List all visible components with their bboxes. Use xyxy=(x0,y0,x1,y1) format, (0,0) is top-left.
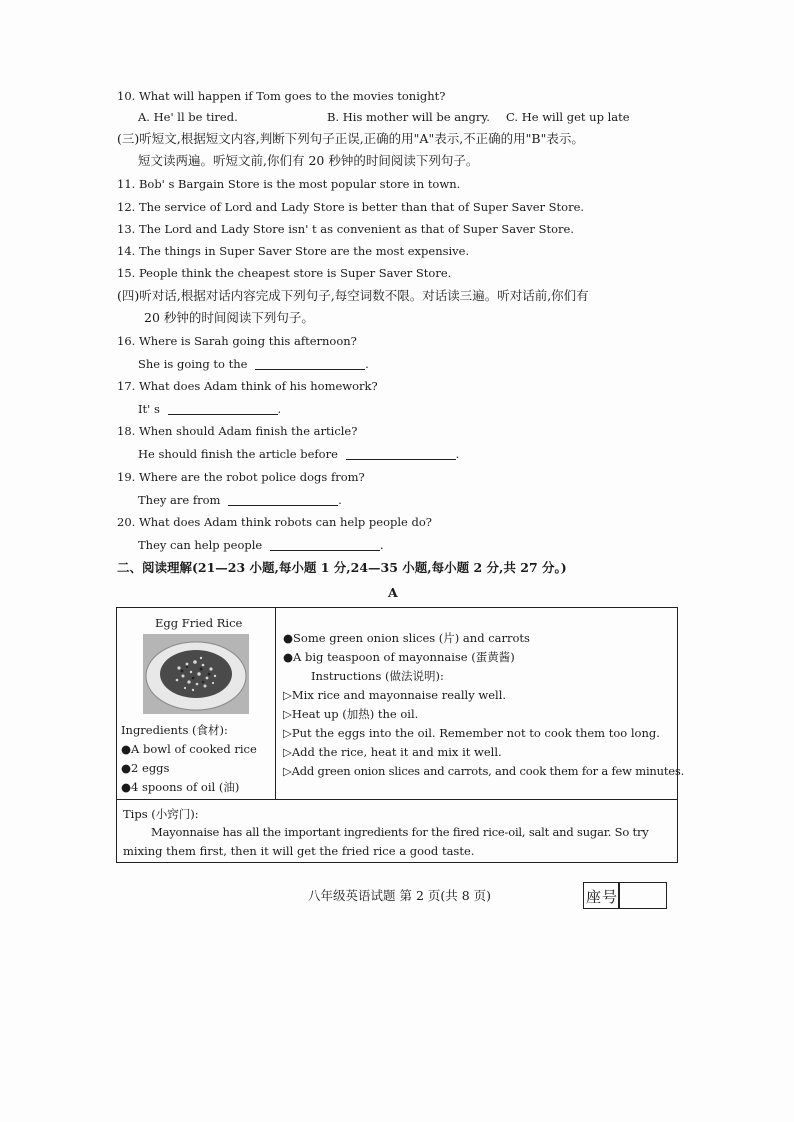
seat-number-divider xyxy=(618,883,620,908)
arrow-icon: ▷ xyxy=(283,707,292,721)
tips-label: Tips (小窍门): xyxy=(123,807,199,821)
instruction-text: Add green onion slices and carrots, and cook them for a few minutes. xyxy=(291,764,685,778)
question-16: 16. Where is Sarah going this afternoon? xyxy=(117,334,357,348)
bullet-icon: ● xyxy=(121,780,132,794)
page-footer: 八年级英语试题 第 2 页(共 8 页) xyxy=(308,888,492,903)
instruction-step xyxy=(283,744,502,760)
recipe-title: Egg Fried Rice xyxy=(155,616,243,630)
ingredients-label: Ingredients (食材): xyxy=(121,723,228,737)
statement-15: 15. People think the cheapest store is Super Saver Store. xyxy=(117,266,452,280)
instruction-text: Add the rice, heat it and mix it well. xyxy=(291,745,502,759)
arrow-icon: ▷ xyxy=(283,745,292,759)
instruction-step xyxy=(283,706,418,722)
instruction-text: Heat up (加热) the oil. xyxy=(291,707,419,721)
answer-18 xyxy=(138,446,459,462)
arrow-icon: ▷ xyxy=(283,764,292,778)
q10-option-a: A. He' ll be tired. xyxy=(138,110,238,124)
answer-20 xyxy=(138,537,384,553)
question-10: 10. What will happen if Tom goes to the movies tonight? xyxy=(117,89,446,103)
tips-text-line2: mixing them first, then it will get the fried rice a good taste. xyxy=(123,844,475,858)
answer-16 xyxy=(138,356,369,372)
passage-label-a: A xyxy=(388,585,398,600)
arrow-icon: ▷ xyxy=(283,726,292,740)
ingredient-text: 4 spoons of oil (油) xyxy=(131,780,240,794)
section3-instruction-line1: (三)听短文,根据短文内容,判断下列句子正误,正确的用"A"表示,不正确的用"B"表示。 xyxy=(117,131,584,146)
ingredient-item xyxy=(121,760,169,776)
question-20: 20. What does Adam think robots can help people do? xyxy=(117,515,432,529)
answer-20-blank[interactable] xyxy=(270,538,380,551)
answer-17-blank[interactable] xyxy=(168,402,278,415)
answer-20-prefix: They can help people xyxy=(138,538,263,552)
ingredient-text: A bowl of cooked rice xyxy=(131,742,257,756)
question-19: 19. Where are the robot police dogs from? xyxy=(117,470,365,484)
answer-17-prefix: It' s xyxy=(138,402,160,416)
instruction-text: Mix rice and mayonnaise really well. xyxy=(291,688,507,702)
answer-16-period: . xyxy=(365,357,369,371)
ingredient-item xyxy=(121,779,239,795)
bullet-icon: ● xyxy=(121,742,132,756)
reading-section-heading: 二、阅读理解(21—23 小题,每小题 1 分,24—35 小题,每小题 2 分,共 27 分。) xyxy=(117,560,567,575)
ingredient-text: A big teaspoon of mayonnaise (蛋黄酱) xyxy=(293,650,515,664)
answer-17 xyxy=(138,401,281,417)
question-18: 18. When should Adam finish the article? xyxy=(117,424,358,438)
answer-18-period: . xyxy=(455,447,460,461)
bullet-icon: ● xyxy=(121,761,132,775)
section4-instruction-line1: (四)听对话,根据对话内容完成下列句子,每空词数不限。对话读三遍。听对话前,你们有 xyxy=(117,288,589,303)
bullet-icon: ● xyxy=(283,650,294,664)
statement-14: 14. The things in Super Saver Store are the most expensive. xyxy=(117,244,470,258)
answer-20-period: . xyxy=(379,538,384,552)
instruction-step xyxy=(283,687,506,703)
answer-16-blank[interactable] xyxy=(255,357,365,370)
answer-19-prefix: They are from xyxy=(138,493,221,507)
q10-option-c: C. He will get up late xyxy=(506,110,630,124)
answer-17-period: . xyxy=(277,402,282,416)
recipe-table xyxy=(116,607,685,863)
q10-option-b: B. His mother will be angry. xyxy=(327,110,490,124)
instructions-label: Instructions (做法说明): xyxy=(311,669,444,683)
seat-number-label: 座号 xyxy=(586,888,619,906)
instruction-step xyxy=(283,763,684,779)
instruction-step xyxy=(283,725,660,741)
fried-rice-photo xyxy=(143,634,249,714)
answer-18-blank[interactable] xyxy=(346,447,456,460)
ingredient-item xyxy=(121,741,257,757)
answer-16-prefix: She is going to the xyxy=(138,357,248,371)
answer-19 xyxy=(138,492,342,508)
arrow-icon: ▷ xyxy=(283,688,292,702)
question-17: 17. What does Adam think of his homework? xyxy=(117,379,378,393)
answer-18-prefix: He should finish the article before xyxy=(138,447,338,461)
answer-19-blank[interactable] xyxy=(228,493,338,506)
statement-13: 13. The Lord and Lady Store isn' t as convenient as that of Super Saver Store. xyxy=(117,222,574,236)
statement-12: 12. The service of Lord and Lady Store is better than that of Super Saver Store. xyxy=(117,200,585,214)
instruction-text: Put the eggs into the oil. Remember not to cook them too long. xyxy=(291,726,660,740)
answer-19-period: . xyxy=(338,493,342,507)
ingredient-text: 2 eggs xyxy=(131,761,170,775)
tips-text-line1: Mayonnaise has all the important ingredients for the fired rice-oil, salt and sugar. So try xyxy=(151,825,649,839)
ingredient-text: Some green onion slices (片) and carrots xyxy=(293,631,530,645)
section3-instruction-line2: 短文读两遍。听短文前,你们有 20 秒钟的时间阅读下列句子。 xyxy=(138,153,479,168)
bullet-icon: ● xyxy=(283,631,294,645)
section4-instruction-line2: 20 秒钟的时间阅读下列句子。 xyxy=(144,310,314,325)
recipe-column-divider xyxy=(275,608,276,799)
ingredient-item xyxy=(283,649,515,665)
recipe-tips-divider xyxy=(117,799,677,800)
statement-11: 11. Bob' s Bargain Store is the most popular store in town. xyxy=(117,177,461,191)
seat-number-box xyxy=(583,882,667,909)
ingredient-item xyxy=(283,630,530,646)
